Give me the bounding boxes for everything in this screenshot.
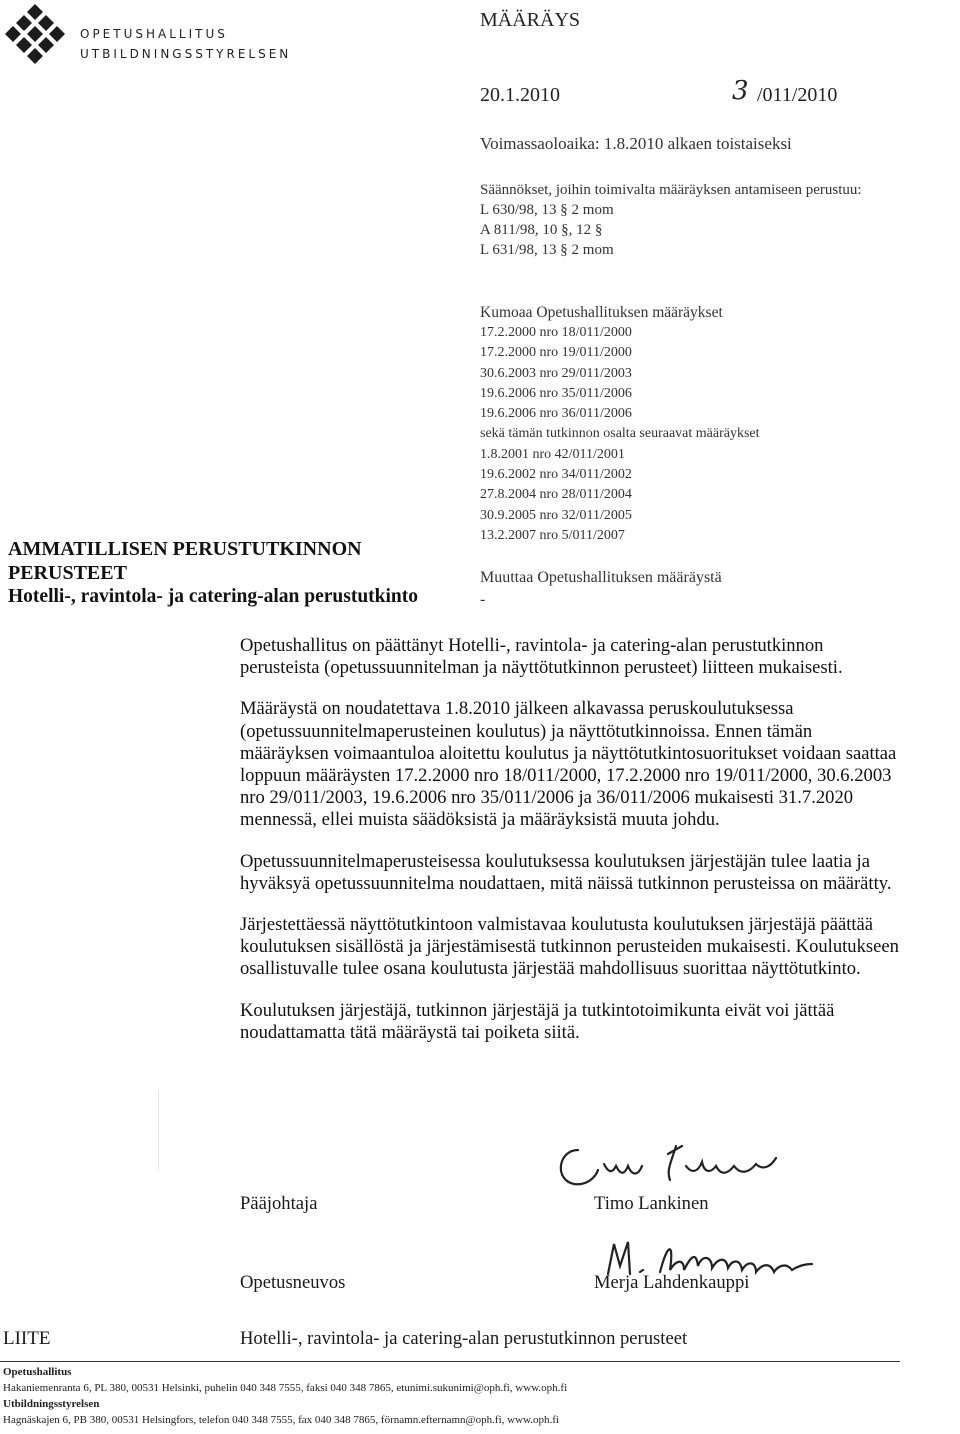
body-paragraph: Opetushallitus on päättänyt Hotelli-, ravintola- ja catering-alan perustutkinnon perusteista (opetussuunnitelman ja näyttötutkinnon perusteet) liitteen mukaisesti. <box>240 635 843 679</box>
footer-address-sv: Hagnäskajen 6, PB 380, 00531 Helsingfors, telefon 040 348 7555, fax 040 348 7865, förnamn.efternamn@oph.fi, www.oph.fi <box>3 1414 559 1426</box>
signature-lankinen <box>548 1136 808 1192</box>
signer-role-2: Opetusneuvos <box>240 1272 346 1293</box>
repealed-item: 19.6.2002 nro 34/011/2002 <box>480 467 632 483</box>
document-number-handwritten: 3 <box>732 76 749 106</box>
repealed-item: 19.6.2006 nro 35/011/2006 <box>480 385 632 401</box>
body-paragraph: Koulutuksen järjestäjä, tutkinnon järjestäjä ja tutkintotoimikunta eivät voi jättää noudattamatta tätä määräystä tai poiketa siitä. <box>240 999 835 1043</box>
body-paragraph: Järjestettäessä näyttötutkintoon valmistavaa koulutusta koulutuksen järjestäjä päättää koulutuksen sisällöstä ja järjestämisestä tutkinnon perusteiden mukaisesti. Koulutukseen osallistuvalle tulee osana koulutusta järjestää mahdollisuus suorittaa näyttötutkinto. <box>240 914 899 980</box>
org-name-sv: UTBILDNINGSSTYRELSEN <box>80 47 292 61</box>
repealed-item: 27.8.2004 nro 28/011/2004 <box>480 487 632 503</box>
regulations-block <box>480 180 900 260</box>
title-line-1: AMMATILLISEN PERUSTUTKINNON <box>8 538 362 560</box>
attachment-label: LIITE <box>3 1328 51 1349</box>
footer-org-sv: Utbildningsstyrelsen <box>3 1398 100 1410</box>
regulation-item: A 811/98, 10 §, 12 § <box>480 222 603 238</box>
footer-divider <box>0 1361 900 1362</box>
attachment-value: Hotelli-, ravintola- ja catering-alan perustutkinnon perusteet <box>240 1328 688 1349</box>
document-title <box>8 537 418 609</box>
repealed-item: 13.2.2007 nro 5/011/2007 <box>480 527 625 543</box>
repealed-item: 19.6.2006 nro 36/011/2006 <box>480 406 632 422</box>
repeals-block <box>480 303 900 546</box>
body-paragraph: Opetussuunnitelmaperusteisessa koulutuksessa koulutuksen järjestäjän tulee laatia ja hyväksyä opetussuunnitelma noudattaen, mitä näissä tutkinnon perusteissa on määrätty. <box>240 850 892 894</box>
body-paragraph: Määräystä on noudatettava 1.8.2010 jälkeen alkavassa peruskoulutuksessa (opetussuunnitelmaperusteinen koulutus) ja näyttötutkinnoissa. Ennen tämän määräyksen voimaantuloa aloitettu koulutus ja näyttötutkintosuoritukset voidaan saattaa loppuun määräysten 17.2.2000 nro 18/011/2000, 17.2.2000 nro 19/011/2000, 30.6.2003 nro 29/011/2003, 19.6.2006 nro 35/011/2006 ja 36/011/2006 mukaisesti 31.7.2020 mennessä, ellei muista säädöksistä ja määräyksistä muuta johdu. <box>240 698 897 831</box>
signer-name-2: Merja Lahdenkauppi <box>594 1272 750 1293</box>
footer-address-fi: Hakaniemenranta 6, PL 380, 00531 Helsinki, puhelin 040 348 7555, faksi 040 348 7865, etunimi.sukunimi@oph.fi, www.oph.fi <box>3 1382 568 1394</box>
amends-value: - <box>480 591 486 608</box>
footer <box>3 1364 567 1428</box>
regulation-item: L 630/98, 13 § 2 mom <box>480 202 614 218</box>
title-line-3: Hotelli-, ravintola- ja catering-alan perustutkinto <box>8 586 419 607</box>
signer-role-1: Pääjohtaja <box>240 1193 318 1214</box>
validity-period: Voimassaoloaika: 1.8.2010 alkaen toistaiseksi <box>480 134 792 153</box>
document-number: /011/2010 <box>757 84 838 106</box>
document-type: MÄÄRÄYS <box>480 9 581 31</box>
repeals-heading: Kumoaa Opetushallituksen määräykset <box>480 304 723 321</box>
repealed-item: 17.2.2000 nro 18/011/2000 <box>480 325 632 340</box>
repealed-item: 30.6.2003 nro 29/011/2003 <box>480 365 632 381</box>
organization-name <box>80 24 291 64</box>
margin-mark <box>158 1090 159 1170</box>
document-body <box>240 635 905 1063</box>
document-date: 20.1.2010 <box>480 84 560 106</box>
regulations-heading: Säännökset, joihin toimivalta määräyksen antamiseen perustuu: <box>480 182 862 198</box>
oph-logo-icon <box>4 2 66 82</box>
repealed-item: 17.2.2000 nro 19/011/2000 <box>480 345 632 361</box>
footer-org-fi: Opetushallitus <box>3 1366 72 1378</box>
repealed-item: 30.9.2005 nro 32/011/2005 <box>480 507 632 523</box>
repeals-also-heading: sekä tämän tutkinnon osalta seuraavat määräykset <box>480 426 760 442</box>
amends-heading: Muuttaa Opetushallituksen määräystä <box>480 569 722 586</box>
signer-name-1: Timo Lankinen <box>594 1193 709 1214</box>
title-line-2: PERUSTEET <box>8 562 127 584</box>
regulation-item: L 631/98, 13 § 2 mom <box>480 242 614 258</box>
org-name-fi: OPETUSHALLITUS <box>80 27 228 41</box>
repealed-item: 1.8.2001 nro 42/011/2001 <box>480 446 625 462</box>
